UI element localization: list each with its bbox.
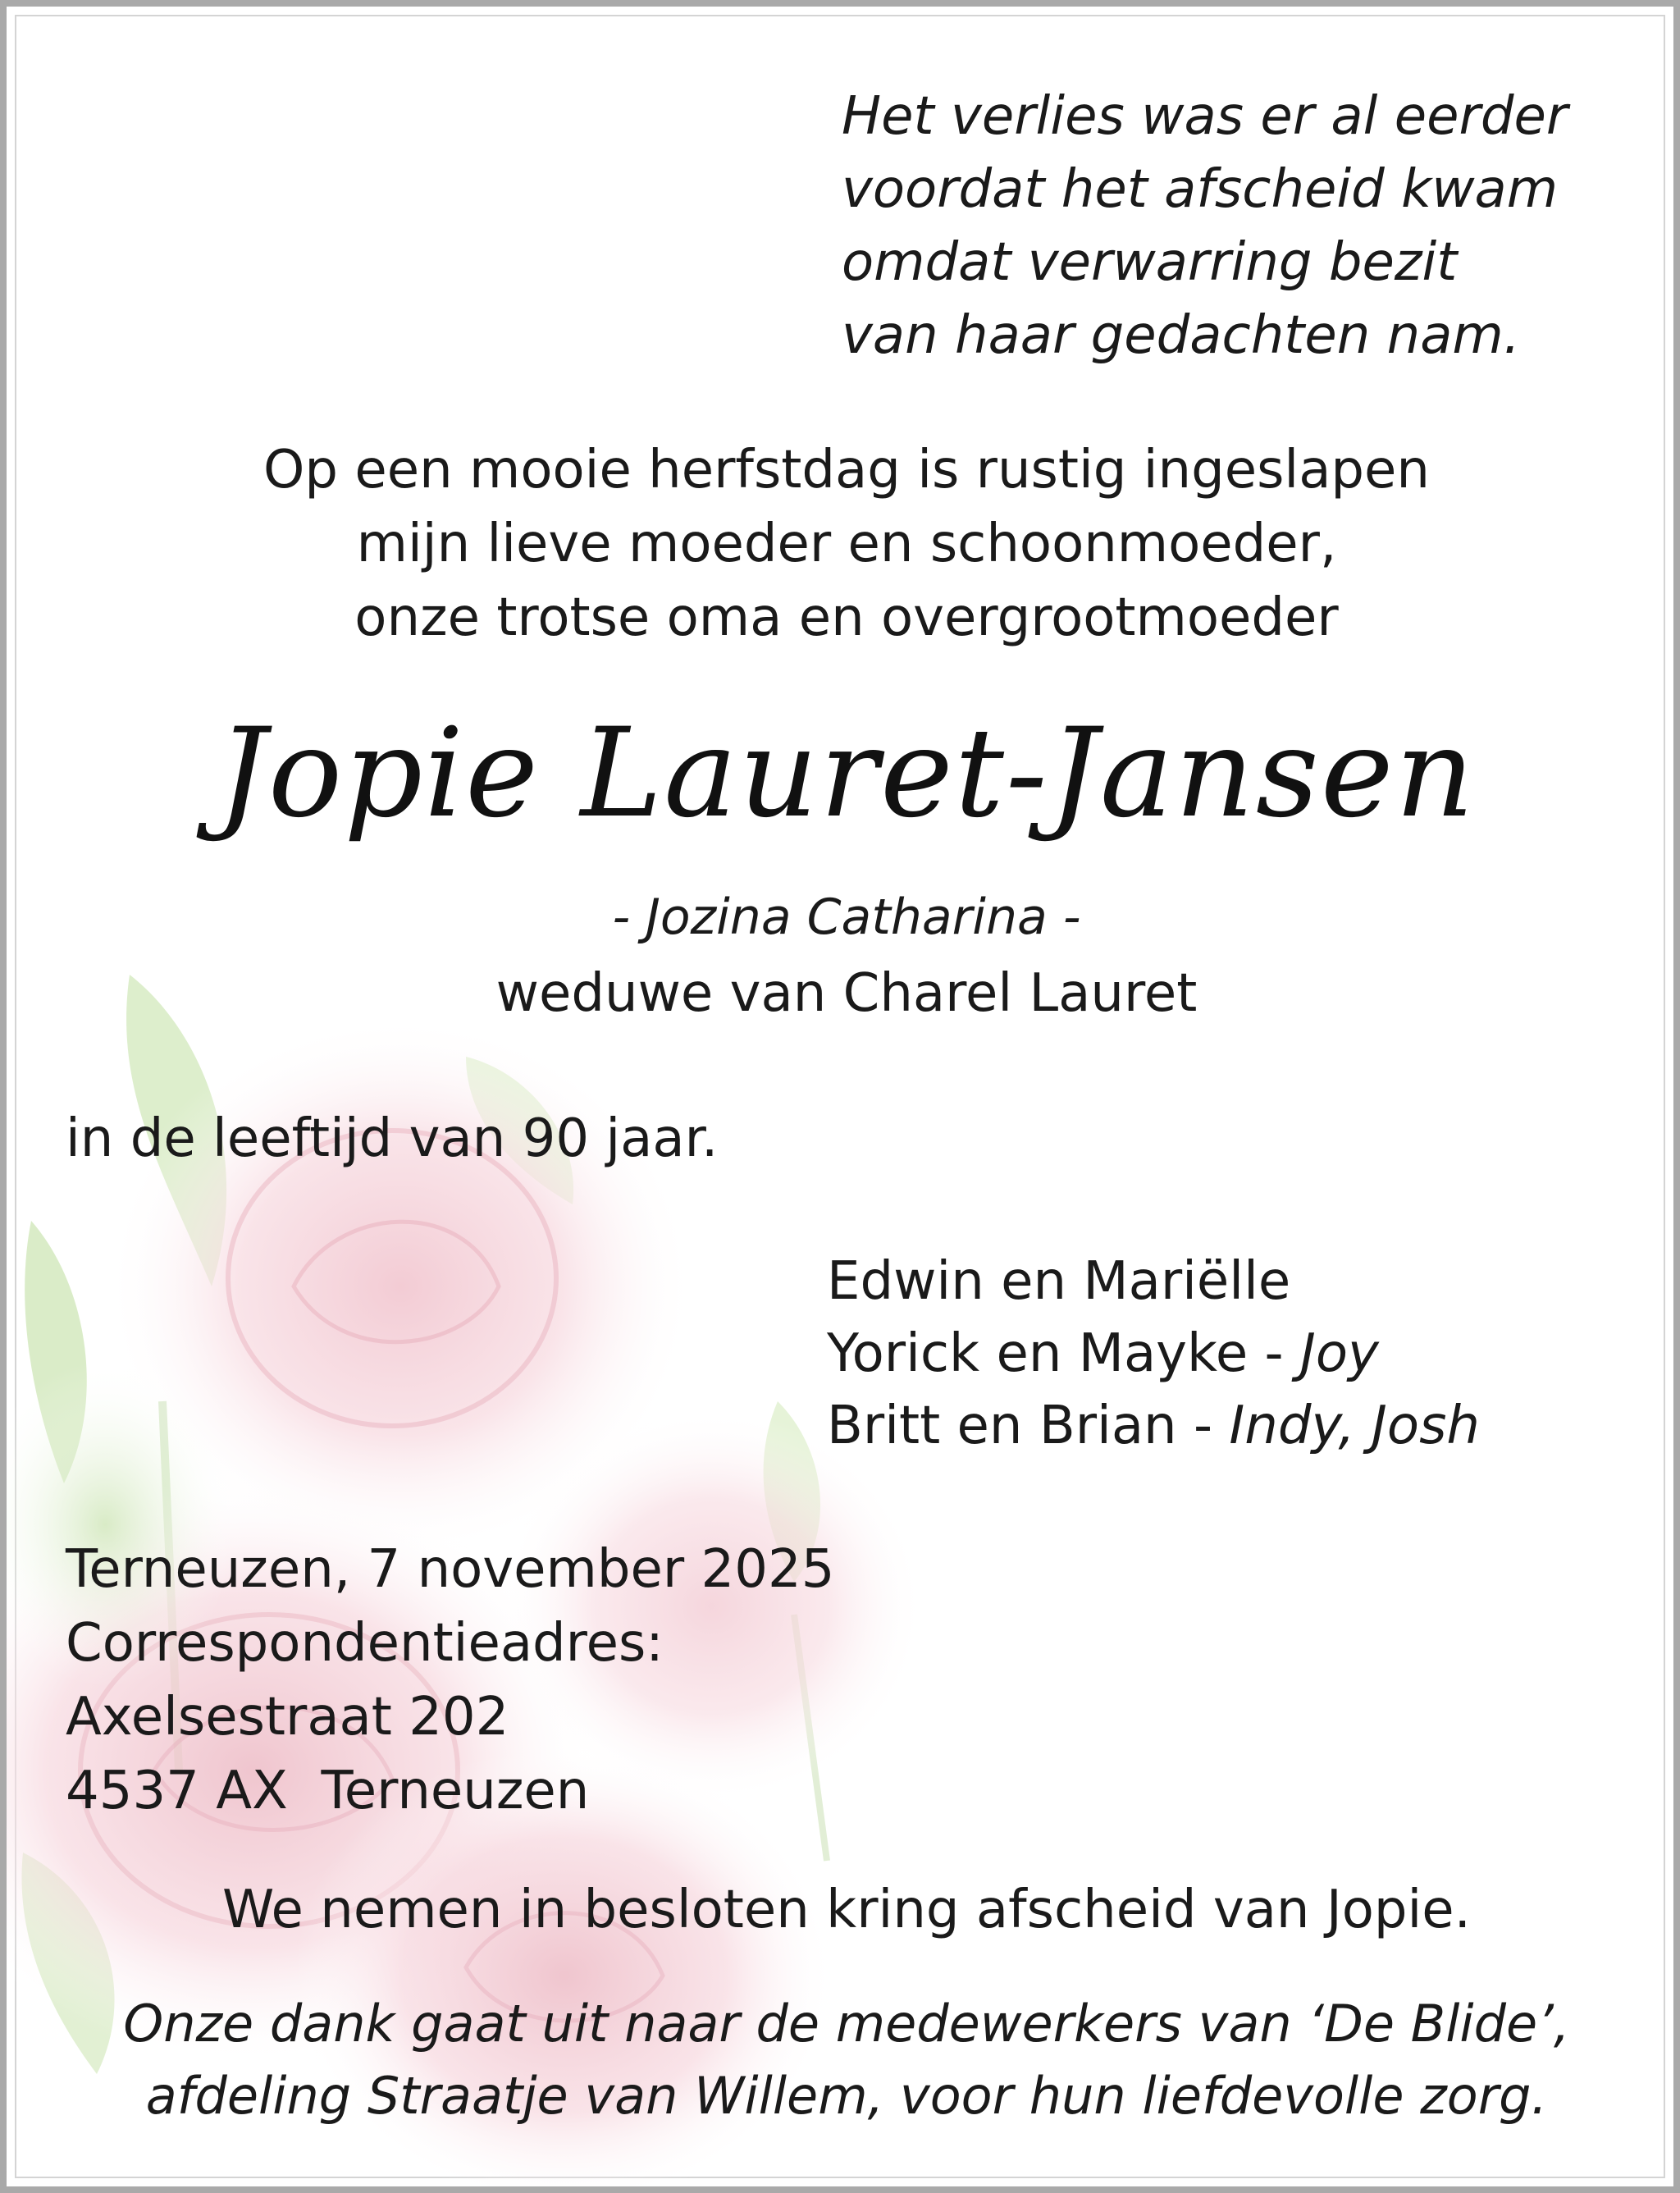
intro-line: Op een mooie herfstdag is rustig ingeslapen — [263, 440, 1430, 500]
intro-line: onze trotse oma en overgrootmoeder — [354, 587, 1339, 648]
family-names: Edwin en Mariëlle — [827, 1251, 1291, 1312]
poem-line: van haar gedachten nam. — [842, 305, 1521, 366]
deceased-name: Jopie Lauret-Jansen — [217, 702, 1477, 845]
place-date: Terneuzen, 7 november 2025 — [66, 1539, 835, 1600]
poem-line: Het verlies was er al eerder — [842, 86, 1568, 147]
address-label: Correspondentieadres: — [66, 1613, 664, 1674]
poem-line: voordat het afscheid kwam — [842, 159, 1559, 220]
intro-line: mijn lieve moeder en schoonmoeder, — [356, 514, 1337, 574]
poem-line: omdat verwarring bezit — [842, 232, 1458, 293]
family-list — [827, 1245, 1480, 1462]
grandchildren-names: Joy — [1299, 1323, 1379, 1384]
given-names: - Jozina Catharina - — [612, 889, 1081, 946]
family-row — [827, 1318, 1480, 1390]
family-row — [827, 1245, 1480, 1318]
family-names: Yorick en Mayke - — [827, 1323, 1300, 1384]
correspondence-address — [66, 1533, 834, 1828]
announcement-intro — [7, 433, 1680, 655]
thanks-note — [7, 1988, 1680, 2132]
widow-of: weduwe van Charel Lauret — [495, 963, 1198, 1024]
thanks-line: afdeling Straatje van Willem, voor hun liefdevolle zorg. — [145, 2066, 1548, 2126]
family-names: Britt en Brian - — [827, 1396, 1230, 1456]
poem-stanza — [842, 80, 1568, 372]
age-text: in de leeftijd van 90 jaar. — [66, 1108, 719, 1169]
address-street: Axelsestraat 202 — [66, 1687, 509, 1748]
thanks-line: Onze dank gaat uit naar de medewerkers van ‘De Blide’, — [123, 1994, 1570, 2054]
farewell-note: We nemen in besloten kring afscheid van Jopie. — [222, 1880, 1471, 1940]
grandchildren-names: Indy, Josh — [1229, 1396, 1480, 1456]
address-postal-city: 4537 AX Terneuzen — [66, 1761, 590, 1821]
family-row — [827, 1390, 1480, 1462]
